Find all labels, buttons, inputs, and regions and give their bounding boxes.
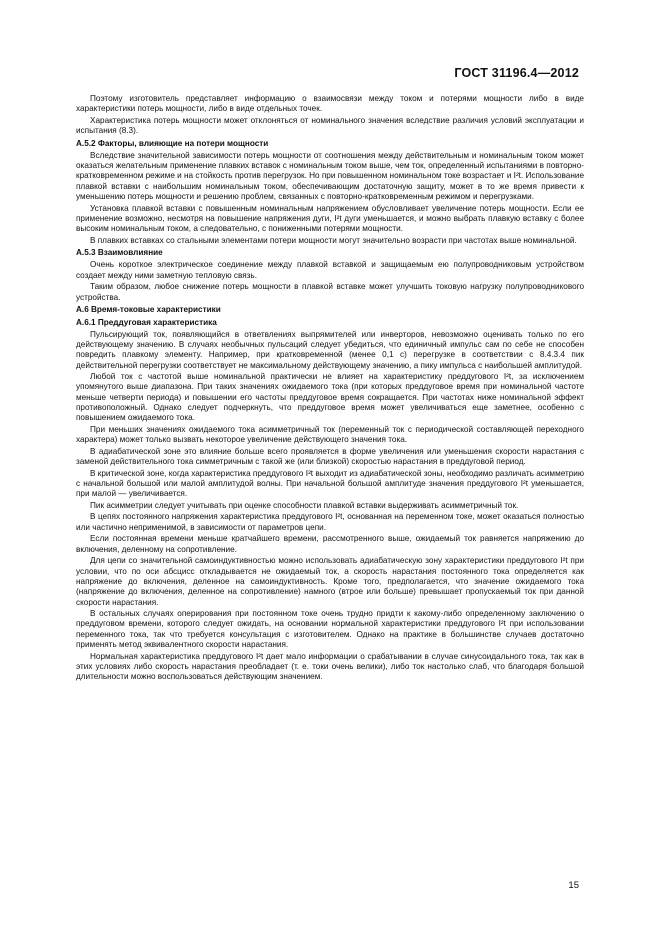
section-heading: А.6.1 Преддуговая характеристика xyxy=(76,317,217,327)
page-number: 15 xyxy=(568,880,579,891)
paragraph: Если постоянная времени меньше кратчайшего времени, рассмотренного выше, ожидаемый ток равняется напряжению до включения, деленному на сопротивление. xyxy=(76,534,584,554)
paragraph: Вследствие значительной зависимости потерь мощности от соотношения между действительным и номинальным током может оказаться желательным применение плавких вставок с номинальным током выше, чем ток, определенный испытаниями в повторно-кратковременном режиме и на стойкость против перегрузок. Но при повышенном номинальном токе возрастает и I²t. Использование плавкой вставки с наибольшим номинальным током, обеспечивающим достаточную защиту, может в то же время привести к уменьшению потерь мощности и решению проблем, связанных с повторно-кратковременным режимом и перегрузками. xyxy=(76,150,585,202)
section-heading: А.5.3 Взаимовлияние xyxy=(76,248,163,258)
paragraph: Для цепи со значительной самоиндуктивностью можно использовать адиабатическую зону характеристики преддугового I²t при условии, что по оси абсцисс откладывается не ожидаемый ток, а скорость нарастания постоянного тока определяется как напряжение до включения, деленное на самоиндуктивность. Кроме того, предполагается, что значение ожидаемого тока (напряжение до включения, деленное на сопротивление) намного (втрое или больше) превышает пропускаемый ток при данной скорости нарастания. xyxy=(76,556,584,607)
paragraph: В остальных случаях оперирования при постоянном токе очень трудно придти к какому-либо определенному заключению о преддуговом времени, которого следует ожидать, на основании нормальной характеристики преддугового I²t при использовании переменного тока, так что требуется консультация с изготовителем. Однако на практике в большинстве случаев достаточно применять метод эквивалентного скорости нарастания. xyxy=(76,609,584,650)
paragraph: При меньших значениях ожидаемого тока асимметричный ток (переменный ток с периодической составляющей переходного характера) может только вызвать некоторое увеличение действующего значения тока. xyxy=(76,424,584,445)
paragraph: Поэтому изготовитель представляет информацию о взаимосвязи между током и потерями мощности либо в виде характеристики потерь мощности, либо в виде отдельных точек. xyxy=(76,94,584,114)
paragraph: Пульсирующий ток, появляющийся в ответвлениях выпрямителей или инверторов, невозможно оценивать только по его действующему значению. В случаях необычных пульсаций следует убедиться, что единичный импульс сам по себе не способен повредить плавкому элементу. Например, при кратковременной (менее 0,1 с) перегрузке в соответствии с 8.4.3.4 пик действительной перегрузки соответствует не максимальному действующему значению, а пику импульса с наибольшей амплитудой. xyxy=(76,329,584,370)
paragraph: Пик асимметрии следует учитывать при оценке способности плавкой вставки выдерживать асимметричный ток. xyxy=(90,500,519,510)
paragraph: В адиабатической зоне это влияние больше всего проявляется в форме увеличения или уменьшения скорости нарастания с заменой действительного тока симметричным с такой же (или близкой) скоростью нарастания в преддуговой период. xyxy=(76,446,584,467)
paragraph: В цепях постоянного напряжения характеристика преддугового I²t, основанная на переменном токе, может оказаться полностью или частично неприменимой, в зависимости от параметров цепи. xyxy=(76,512,584,532)
section-heading: А.6 Время-токовые характеристики xyxy=(76,305,221,315)
document-body xyxy=(76,94,584,684)
paragraph: В плавких вставках со стальными элементами потери мощности могут значительно возрасти при частотах выше номинальной. xyxy=(90,235,577,245)
paragraph: Характеристика потерь мощности может отклоняться от номинального значения вследствие различия условий эксплуатации и испытания (8.3). xyxy=(76,115,584,136)
document-code-header: ГОСТ 31196.4—2012 xyxy=(454,66,579,80)
paragraph: Любой ток с частотой выше номинальной практически не влияет на характеристику преддугового I²t, за исключением упомянутого выше диапазона. При таких значениях ожидаемого тока (при которых преддуговое время при номинальной частоте меньше четверти периода) и повышении его частоты преддуговое время сокращается. При частотах ниже номинальной эффект противоположный. Однако следует подчеркнуть, что преддуговое время может увеличиваться еще заметнее, особенно с повышением ожидаемого тока. xyxy=(76,372,584,423)
paragraph: В критической зоне, когда характеристика преддугового I²t выходит из адиабатической зоны, необходимо различать асимметрию с начальной большой или малой амплитудой волны. При начальной большой амплитуде значения преддугового I²t уменьшается, при малой — увеличивается. xyxy=(76,468,584,499)
paragraph: Нормальная характеристика преддугового I²t дает мало информации о срабатывании в случае синусоидального тока, так как в этих условиях либо скорость нарастания преобладает (т. е. токи очень велики), либо ток настолько слаб, что благодаря большой длительности можно воспользоваться действующим значением. xyxy=(76,651,584,682)
paragraph: Очень короткое электрическое соединение между плавкой вставкой и защищаемым ею полупроводниковым устройством создает между ними заметную тепловую связь. xyxy=(76,260,584,280)
section-heading: А.5.2 Факторы, влияющие на потери мощности xyxy=(76,138,269,148)
paragraph: Таким образом, любое снижение потерь мощности в плавкой вставке может улучшить токовую нагрузку полупроводникового устройства. xyxy=(76,282,584,302)
paragraph: Установка плавкой вставки с повышенным номинальным напряжением обусловливает увеличение потерь мощности. Если ее применение возможно, несмотря на повышение напряжения дуги, I²t дуги уменьшается, и можно выбрать плавкую вставку с более высоким номинальным током, а следовательно, с пониженными потерями мощности. xyxy=(76,203,584,234)
